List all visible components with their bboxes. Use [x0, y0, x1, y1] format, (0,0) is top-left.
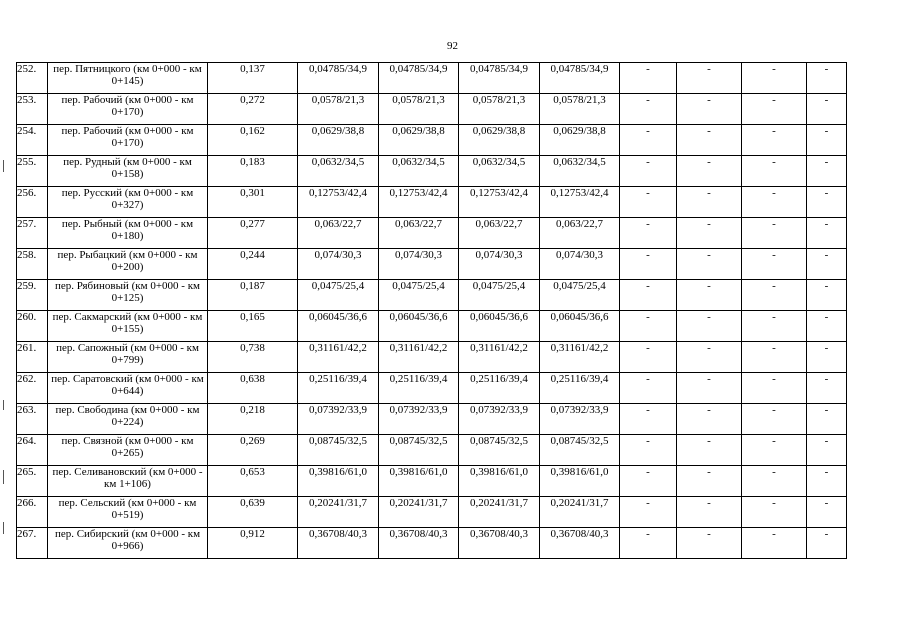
length-cell: 0,301: [208, 187, 298, 218]
table-row: [17, 280, 847, 311]
dash-cell-2: -: [677, 94, 742, 125]
dash-cell-1: -: [620, 435, 677, 466]
dash-cell-2: -: [677, 528, 742, 559]
value-cell-4: 0,25116/39,4: [540, 373, 620, 404]
street-name: пер. Рудный (км 0+000 - км 0+158): [48, 156, 208, 187]
table-row: [17, 156, 847, 187]
dash-cell-4: -: [807, 249, 847, 280]
value-cell-3: 0,06045/36,6: [459, 311, 540, 342]
dash-cell-1: -: [620, 311, 677, 342]
value-cell-1: 0,06045/36,6: [298, 311, 379, 342]
dash-cell-1: -: [620, 218, 677, 249]
value-cell-3: 0,08745/32,5: [459, 435, 540, 466]
value-cell-2: 0,25116/39,4: [379, 373, 459, 404]
length-cell: 0,272: [208, 94, 298, 125]
dash-cell-3: -: [742, 528, 807, 559]
value-cell-2: 0,31161/42,2: [379, 342, 459, 373]
dash-cell-3: -: [742, 404, 807, 435]
value-cell-4: 0,36708/40,3: [540, 528, 620, 559]
table-row: [17, 218, 847, 249]
value-cell-4: 0,074/30,3: [540, 249, 620, 280]
value-cell-4: 0,0475/25,4: [540, 280, 620, 311]
length-cell: 0,738: [208, 342, 298, 373]
street-name: пер. Саратовский (км 0+000 - км 0+644): [48, 373, 208, 404]
value-cell-1: 0,074/30,3: [298, 249, 379, 280]
dash-cell-3: -: [742, 218, 807, 249]
row-number: 254.: [17, 125, 48, 156]
value-cell-2: 0,20241/31,7: [379, 497, 459, 528]
street-name: пер. Рабочий (км 0+000 - км 0+170): [48, 125, 208, 156]
value-cell-2: 0,0632/34,5: [379, 156, 459, 187]
value-cell-4: 0,06045/36,6: [540, 311, 620, 342]
dash-cell-2: -: [677, 280, 742, 311]
page-number: 92: [447, 40, 458, 52]
dash-cell-4: -: [807, 187, 847, 218]
table-row: [17, 311, 847, 342]
dash-cell-4: -: [807, 94, 847, 125]
dash-cell-4: -: [807, 156, 847, 187]
value-cell-2: 0,04785/34,9: [379, 63, 459, 94]
value-cell-1: 0,36708/40,3: [298, 528, 379, 559]
dash-cell-2: -: [677, 125, 742, 156]
value-cell-1: 0,063/22,7: [298, 218, 379, 249]
dash-cell-3: -: [742, 187, 807, 218]
table-row: [17, 187, 847, 218]
table-row: [17, 528, 847, 559]
dash-cell-3: -: [742, 466, 807, 497]
dash-cell-4: -: [807, 311, 847, 342]
value-cell-3: 0,0632/34,5: [459, 156, 540, 187]
value-cell-2: 0,08745/32,5: [379, 435, 459, 466]
value-cell-1: 0,20241/31,7: [298, 497, 379, 528]
value-cell-1: 0,0475/25,4: [298, 280, 379, 311]
value-cell-2: 0,074/30,3: [379, 249, 459, 280]
dash-cell-1: -: [620, 63, 677, 94]
dash-cell-4: -: [807, 342, 847, 373]
value-cell-3: 0,39816/61,0: [459, 466, 540, 497]
length-cell: 0,187: [208, 280, 298, 311]
row-number: 257.: [17, 218, 48, 249]
value-cell-1: 0,12753/42,4: [298, 187, 379, 218]
margin-mark: [3, 160, 4, 172]
value-cell-3: 0,04785/34,9: [459, 63, 540, 94]
value-cell-2: 0,06045/36,6: [379, 311, 459, 342]
table-row: [17, 404, 847, 435]
value-cell-4: 0,0629/38,8: [540, 125, 620, 156]
dash-cell-2: -: [677, 249, 742, 280]
value-cell-2: 0,12753/42,4: [379, 187, 459, 218]
dash-cell-3: -: [742, 63, 807, 94]
value-cell-4: 0,063/22,7: [540, 218, 620, 249]
row-number: 265.: [17, 466, 48, 497]
row-number: 264.: [17, 435, 48, 466]
row-number: 253.: [17, 94, 48, 125]
length-cell: 0,269: [208, 435, 298, 466]
table-row: [17, 125, 847, 156]
value-cell-2: 0,0629/38,8: [379, 125, 459, 156]
length-cell: 0,183: [208, 156, 298, 187]
dash-cell-3: -: [742, 125, 807, 156]
row-number: 255.: [17, 156, 48, 187]
dash-cell-3: -: [742, 280, 807, 311]
dash-cell-1: -: [620, 342, 677, 373]
dash-cell-2: -: [677, 187, 742, 218]
length-cell: 0,277: [208, 218, 298, 249]
street-name: пер. Связной (км 0+000 - км 0+265): [48, 435, 208, 466]
street-name: пер. Рябиновый (км 0+000 - км 0+125): [48, 280, 208, 311]
value-cell-3: 0,0629/38,8: [459, 125, 540, 156]
length-cell: 0,244: [208, 249, 298, 280]
value-cell-3: 0,0475/25,4: [459, 280, 540, 311]
row-number: 252.: [17, 63, 48, 94]
dash-cell-4: -: [807, 404, 847, 435]
street-name: пер. Сибирский (км 0+000 - км 0+966): [48, 528, 208, 559]
row-number: 260.: [17, 311, 48, 342]
value-cell-1: 0,0629/38,8: [298, 125, 379, 156]
table-row: [17, 466, 847, 497]
dash-cell-2: -: [677, 435, 742, 466]
dash-cell-1: -: [620, 249, 677, 280]
margin-mark: [3, 470, 4, 484]
margin-mark: [3, 400, 4, 410]
value-cell-1: 0,04785/34,9: [298, 63, 379, 94]
dash-cell-2: -: [677, 497, 742, 528]
street-name: пер. Рабочий (км 0+000 - км 0+170): [48, 94, 208, 125]
street-name: пер. Сельский (км 0+000 - км 0+519): [48, 497, 208, 528]
value-cell-3: 0,25116/39,4: [459, 373, 540, 404]
dash-cell-3: -: [742, 249, 807, 280]
dash-cell-3: -: [742, 156, 807, 187]
dash-cell-1: -: [620, 404, 677, 435]
dash-cell-2: -: [677, 311, 742, 342]
value-cell-3: 0,063/22,7: [459, 218, 540, 249]
length-cell: 0,162: [208, 125, 298, 156]
row-number: 256.: [17, 187, 48, 218]
dash-cell-2: -: [677, 63, 742, 94]
value-cell-2: 0,0475/25,4: [379, 280, 459, 311]
dash-cell-2: -: [677, 342, 742, 373]
dash-cell-4: -: [807, 435, 847, 466]
street-name: пер. Свободина (км 0+000 - км 0+224): [48, 404, 208, 435]
street-name: пер. Сапожный (км 0+000 - км 0+799): [48, 342, 208, 373]
dash-cell-1: -: [620, 466, 677, 497]
value-cell-4: 0,39816/61,0: [540, 466, 620, 497]
value-cell-4: 0,0632/34,5: [540, 156, 620, 187]
dash-cell-3: -: [742, 435, 807, 466]
dash-cell-1: -: [620, 94, 677, 125]
length-cell: 0,639: [208, 497, 298, 528]
table-row: [17, 63, 847, 94]
dash-cell-2: -: [677, 156, 742, 187]
row-number: 262.: [17, 373, 48, 404]
street-name: пер. Пятницкого (км 0+000 - км 0+145): [48, 63, 208, 94]
row-number: 258.: [17, 249, 48, 280]
value-cell-3: 0,0578/21,3: [459, 94, 540, 125]
length-cell: 0,912: [208, 528, 298, 559]
table-row: [17, 342, 847, 373]
dash-cell-2: -: [677, 404, 742, 435]
street-name: пер. Селивановский (км 0+000 - км 1+106): [48, 466, 208, 497]
value-cell-2: 0,07392/33,9: [379, 404, 459, 435]
row-number: 266.: [17, 497, 48, 528]
road-table: [16, 62, 847, 559]
street-name: пер. Русский (км 0+000 - км 0+327): [48, 187, 208, 218]
dash-cell-4: -: [807, 497, 847, 528]
value-cell-4: 0,07392/33,9: [540, 404, 620, 435]
street-name: пер. Рыбацкий (км 0+000 - км 0+200): [48, 249, 208, 280]
dash-cell-1: -: [620, 373, 677, 404]
dash-cell-2: -: [677, 466, 742, 497]
value-cell-2: 0,063/22,7: [379, 218, 459, 249]
row-number: 267.: [17, 528, 48, 559]
value-cell-4: 0,04785/34,9: [540, 63, 620, 94]
dash-cell-3: -: [742, 342, 807, 373]
value-cell-3: 0,36708/40,3: [459, 528, 540, 559]
value-cell-3: 0,20241/31,7: [459, 497, 540, 528]
row-number: 261.: [17, 342, 48, 373]
dash-cell-3: -: [742, 311, 807, 342]
table-row: [17, 373, 847, 404]
dash-cell-2: -: [677, 373, 742, 404]
dash-cell-1: -: [620, 125, 677, 156]
value-cell-2: 0,39816/61,0: [379, 466, 459, 497]
margin-mark: [3, 522, 4, 534]
value-cell-3: 0,12753/42,4: [459, 187, 540, 218]
dash-cell-4: -: [807, 125, 847, 156]
length-cell: 0,653: [208, 466, 298, 497]
table-row: [17, 497, 847, 528]
length-cell: 0,137: [208, 63, 298, 94]
row-number: 259.: [17, 280, 48, 311]
value-cell-2: 0,36708/40,3: [379, 528, 459, 559]
value-cell-1: 0,0578/21,3: [298, 94, 379, 125]
dash-cell-4: -: [807, 63, 847, 94]
length-cell: 0,218: [208, 404, 298, 435]
value-cell-4: 0,0578/21,3: [540, 94, 620, 125]
value-cell-1: 0,25116/39,4: [298, 373, 379, 404]
dash-cell-4: -: [807, 218, 847, 249]
dash-cell-4: -: [807, 373, 847, 404]
length-cell: 0,165: [208, 311, 298, 342]
value-cell-3: 0,074/30,3: [459, 249, 540, 280]
dash-cell-1: -: [620, 187, 677, 218]
value-cell-1: 0,39816/61,0: [298, 466, 379, 497]
street-name: пер. Сакмарский (км 0+000 - км 0+155): [48, 311, 208, 342]
dash-cell-3: -: [742, 373, 807, 404]
value-cell-4: 0,20241/31,7: [540, 497, 620, 528]
row-number: 263.: [17, 404, 48, 435]
dash-cell-1: -: [620, 497, 677, 528]
value-cell-2: 0,0578/21,3: [379, 94, 459, 125]
table-row: [17, 249, 847, 280]
value-cell-4: 0,08745/32,5: [540, 435, 620, 466]
value-cell-1: 0,07392/33,9: [298, 404, 379, 435]
dash-cell-1: -: [620, 156, 677, 187]
value-cell-1: 0,31161/42,2: [298, 342, 379, 373]
dash-cell-4: -: [807, 528, 847, 559]
dash-cell-1: -: [620, 528, 677, 559]
table-body: [17, 63, 847, 559]
value-cell-4: 0,12753/42,4: [540, 187, 620, 218]
value-cell-3: 0,31161/42,2: [459, 342, 540, 373]
table-row: [17, 435, 847, 466]
dash-cell-4: -: [807, 466, 847, 497]
dash-cell-4: -: [807, 280, 847, 311]
length-cell: 0,638: [208, 373, 298, 404]
table-row: [17, 94, 847, 125]
value-cell-3: 0,07392/33,9: [459, 404, 540, 435]
dash-cell-1: -: [620, 280, 677, 311]
dash-cell-2: -: [677, 218, 742, 249]
value-cell-4: 0,31161/42,2: [540, 342, 620, 373]
street-name: пер. Рыбный (км 0+000 - км 0+180): [48, 218, 208, 249]
value-cell-1: 0,0632/34,5: [298, 156, 379, 187]
value-cell-1: 0,08745/32,5: [298, 435, 379, 466]
dash-cell-3: -: [742, 497, 807, 528]
dash-cell-3: -: [742, 94, 807, 125]
